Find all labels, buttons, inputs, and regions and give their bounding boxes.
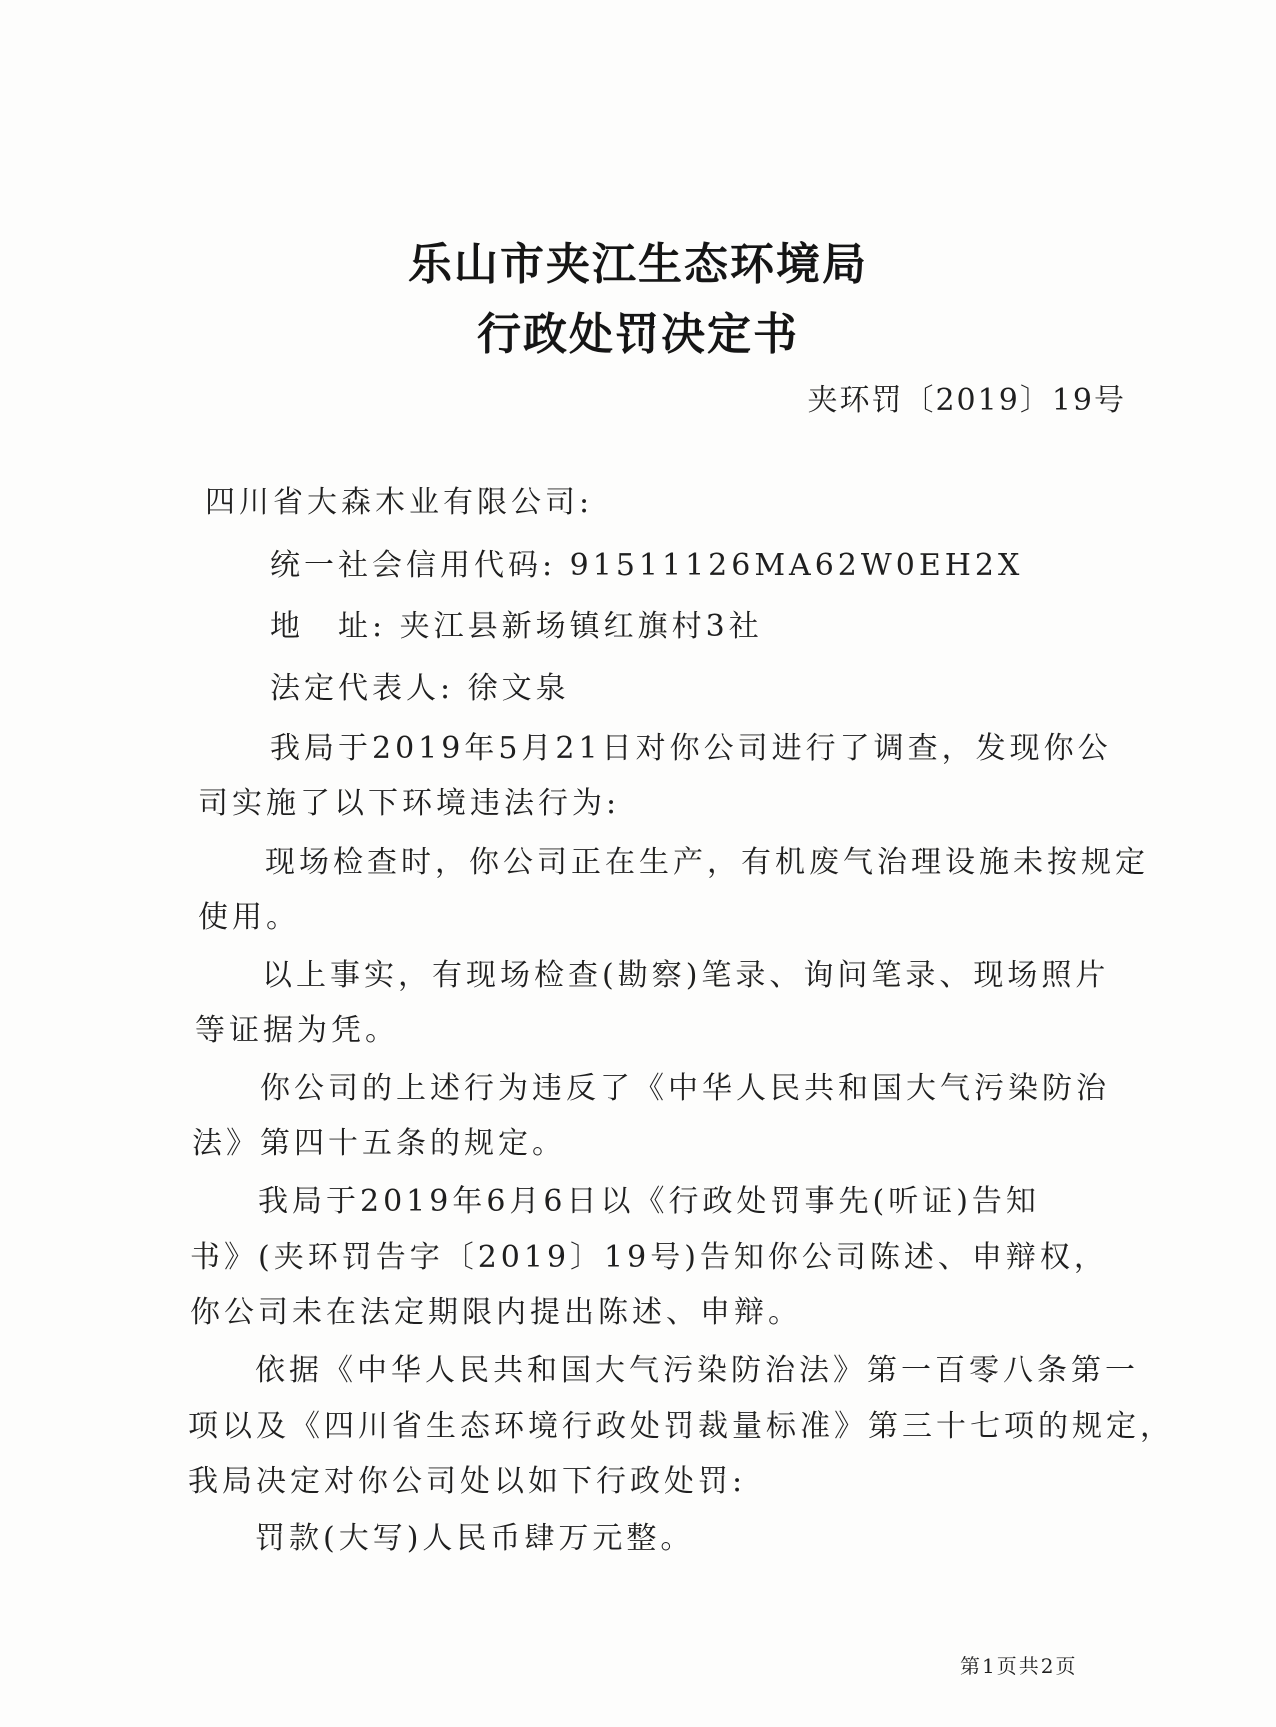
document-number: 夹环罚〔2019〕19号 — [807, 383, 1126, 418]
document-title: 行政处罚决定书 — [477, 309, 799, 360]
paragraph-evidence-line2: 等证据为凭。 — [195, 1013, 399, 1048]
legal-representative: 法定代表人: 徐文泉 — [270, 671, 570, 706]
paragraph-basis-line1: 依据《中华人民共和国大气污染防治法》第一百零八条第一 — [255, 1353, 1139, 1388]
company-address: 地 址: 夹江县新场镇红旗村3社 — [270, 609, 763, 644]
credit-code: 统一社会信用代码: 91511126MA62W0EH2X — [270, 548, 1024, 583]
paragraph-law-line2: 法》第四十五条的规定。 — [192, 1126, 566, 1161]
recipient-company: 四川省大森木业有限公司: — [205, 485, 594, 520]
paragraph-violation-line2: 使用。 — [198, 900, 300, 935]
paragraph-notice-line3: 你公司未在法定期限内提出陈述、申辩。 — [190, 1295, 802, 1330]
penalty-amount: 罚款(大写)人民币肆万元整。 — [255, 1521, 695, 1556]
paragraph-notice-line2: 书》(夹环罚告字〔2019〕19号)告知你公司陈述、申辩权， — [190, 1240, 1108, 1275]
paragraph-investigation-line1: 我局于2019年5月21日对你公司进行了调查，发现你公 — [270, 731, 1112, 766]
paragraph-evidence-line1: 以上事实，有现场检查(勘察)笔录、询问笔录、现场照片 — [262, 958, 1110, 993]
paragraph-basis-line2: 项以及《四川省生态环境行政处罚裁量标准》第三十七项的规定， — [188, 1409, 1174, 1444]
paragraph-law-line1: 你公司的上述行为违反了《中华人民共和国大气污染防治 — [260, 1071, 1110, 1106]
paragraph-notice-line1: 我局于2019年6月6日以《行政处罚事先(听证)告知 — [258, 1184, 1040, 1219]
agency-title: 乐山市夹江生态环境局 — [408, 239, 868, 290]
paragraph-investigation-line2: 司实施了以下环境违法行为: — [198, 786, 621, 821]
paragraph-basis-line3: 我局决定对你公司处以如下行政处罚: — [188, 1464, 747, 1499]
page-number: 第1页共2页 — [960, 1654, 1078, 1678]
paragraph-violation-line1: 现场检查时，你公司正在生产，有机废气治理设施未按规定 — [265, 845, 1149, 880]
